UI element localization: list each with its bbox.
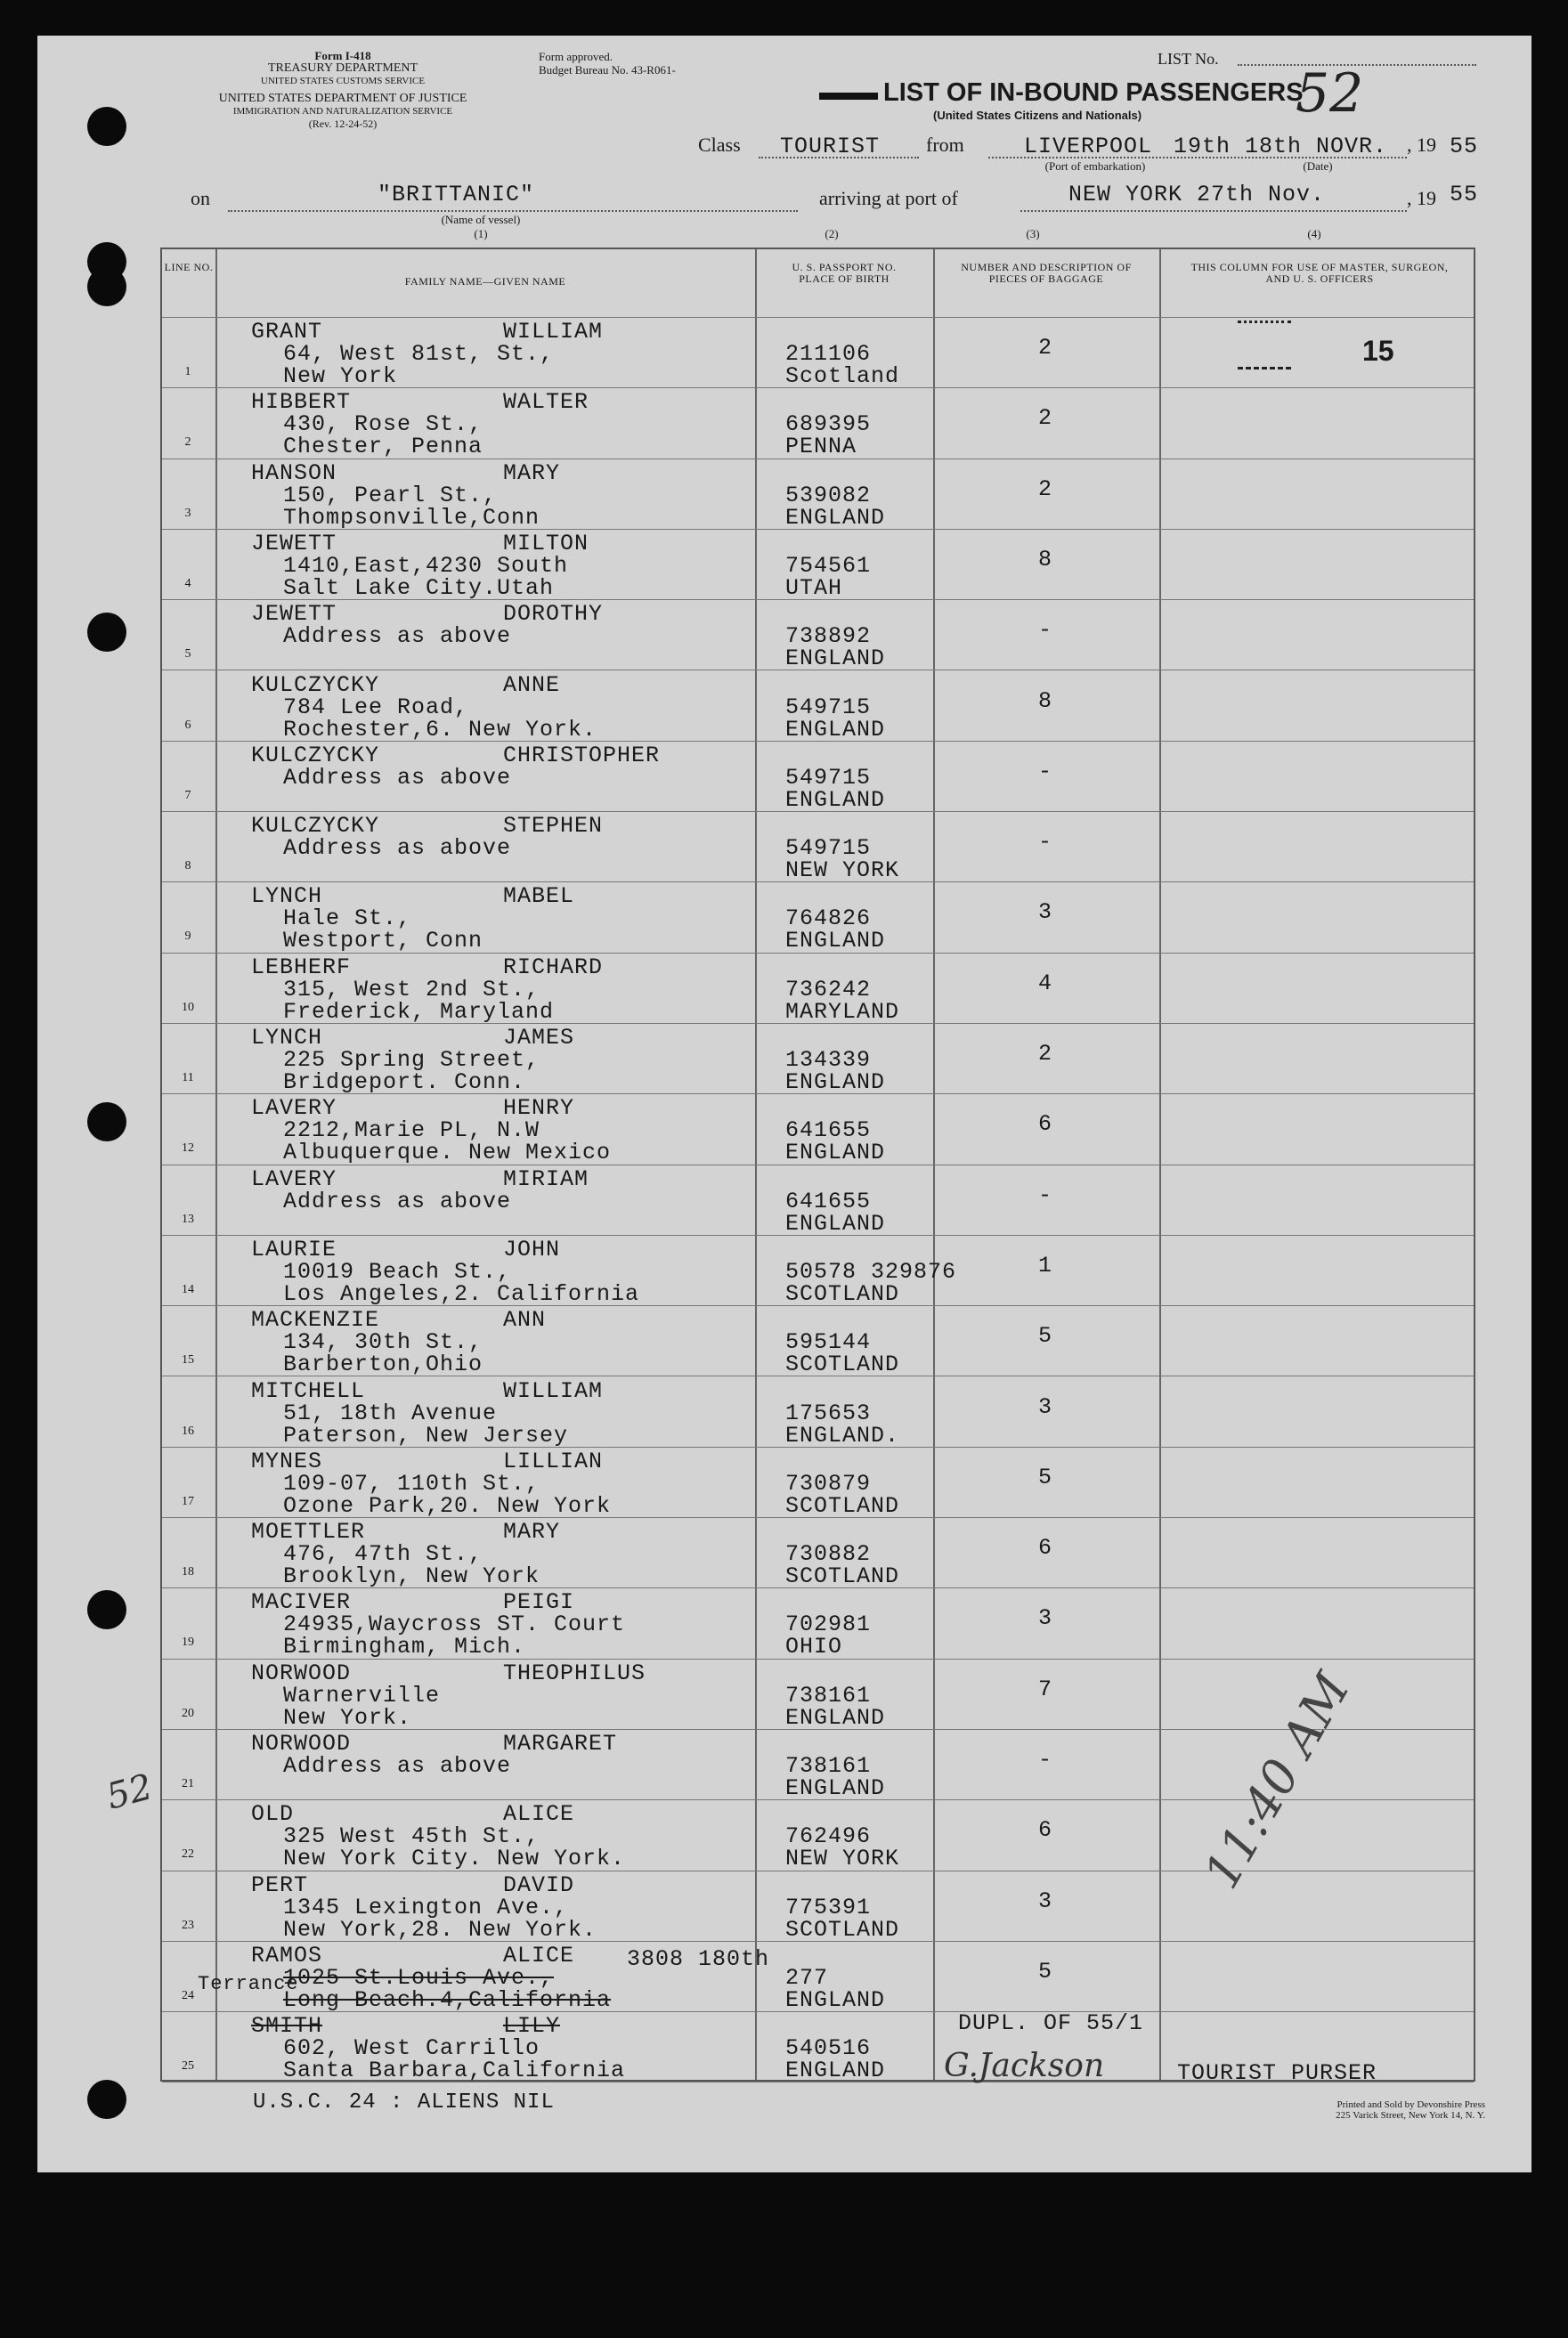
given-name: ALICE bbox=[503, 1801, 575, 1828]
budget-bureau: Budget Bureau No. 43-R061- bbox=[539, 63, 676, 77]
passport-number: 211106 bbox=[785, 341, 872, 367]
table-row bbox=[162, 670, 1474, 742]
arriving-label: arriving at port of bbox=[819, 187, 958, 209]
address-line-2: Westport, Conn bbox=[283, 928, 483, 954]
line-number: 5 bbox=[184, 647, 191, 662]
passport-number: 549715 bbox=[785, 764, 872, 791]
baggage-count: 2 bbox=[1037, 405, 1052, 432]
place-of-birth: ENGLAND bbox=[785, 928, 886, 954]
dept-customs: UNITED STATES CUSTOMS SERVICE bbox=[260, 76, 426, 86]
address-line-2: Frederick, Maryland bbox=[283, 998, 555, 1025]
line-number: 14 bbox=[182, 1282, 194, 1296]
table-row bbox=[162, 881, 1474, 953]
officer-count: 15 bbox=[1362, 335, 1394, 367]
address-line-2: Chester, Penna bbox=[283, 434, 483, 460]
family-name: KULCZYCKY bbox=[251, 671, 380, 698]
given-name: MABEL bbox=[503, 883, 575, 910]
place-of-birth: MARYLAND bbox=[785, 998, 900, 1025]
passport-number: 549715 bbox=[785, 694, 872, 720]
table-row bbox=[162, 1941, 1474, 2012]
dept-treasury: TREASURY DEPARTMENT bbox=[267, 61, 418, 75]
family-name: KULCZYCKY bbox=[251, 813, 380, 840]
header-name: FAMILY NAME—GIVEN NAME bbox=[404, 275, 566, 288]
punch-hole bbox=[87, 2080, 126, 2119]
family-name: NORWOOD bbox=[251, 1660, 352, 1686]
year-prefix-2: , 19 bbox=[1407, 187, 1436, 209]
baggage-count: 3 bbox=[1037, 1393, 1052, 1420]
given-name: WALTER bbox=[503, 389, 589, 416]
place-of-birth: ENGLAND bbox=[785, 504, 886, 531]
passport-number: 641655 bbox=[785, 1117, 872, 1144]
passport-number: 175653 bbox=[785, 1400, 872, 1426]
punch-hole bbox=[87, 267, 126, 306]
table-row bbox=[162, 1376, 1474, 1448]
passport-number: 738892 bbox=[785, 623, 872, 650]
place-of-birth: OHIO bbox=[785, 1634, 843, 1660]
line-number: 20 bbox=[182, 1706, 194, 1720]
given-name: MIRIAM bbox=[503, 1165, 589, 1192]
passport-number: 736242 bbox=[785, 976, 872, 1003]
given-name: ANN bbox=[503, 1307, 547, 1334]
place-of-birth: ENGLAND bbox=[785, 2058, 886, 2084]
arrival-value: NEW YORK 27th Nov. bbox=[1068, 182, 1326, 207]
given-name: LILLIAN bbox=[503, 1448, 604, 1474]
document-subtitle: (United States Citizens and Nationals) bbox=[933, 109, 1142, 122]
line-number: 11 bbox=[182, 1071, 194, 1084]
table-row bbox=[162, 599, 1474, 670]
passport-number: 738161 bbox=[785, 1753, 872, 1779]
line-number: 25 bbox=[182, 2059, 194, 2074]
family-name: JEWETT bbox=[251, 601, 337, 628]
baggage-count: 2 bbox=[1037, 335, 1052, 361]
address-line-1: Warnerville bbox=[283, 1682, 441, 1709]
list-number-label: LIST No. bbox=[1158, 50, 1219, 68]
passport-number: 754561 bbox=[785, 552, 872, 579]
table-row bbox=[162, 1871, 1474, 1942]
address-line-2: Rochester,6. New York. bbox=[283, 716, 597, 743]
family-name: KULCZYCKY bbox=[251, 742, 380, 768]
baggage-count: 8 bbox=[1037, 546, 1052, 572]
vessel-name: "BRITTANIC" bbox=[378, 182, 535, 207]
family-name: LYNCH bbox=[251, 883, 323, 910]
column-number-2: (2) bbox=[825, 227, 839, 240]
passport-number: 539082 bbox=[785, 482, 872, 508]
baggage-count: 5 bbox=[1037, 1323, 1052, 1350]
family-name: MACKENZIE bbox=[251, 1307, 380, 1334]
place-of-birth: ENGLAND bbox=[785, 645, 886, 672]
address-line-1: 10019 Beach St., bbox=[283, 1258, 512, 1285]
place-of-birth: ENGLAND bbox=[785, 1069, 886, 1095]
baggage-count: - bbox=[1037, 617, 1052, 644]
line-number: 3 bbox=[184, 506, 191, 520]
baggage-count: 2 bbox=[1037, 475, 1052, 502]
line-number: 9 bbox=[184, 930, 191, 944]
header-officers: THIS COLUMN FOR USE OF MASTER, SURGEON, AND U. S. OFFICERS bbox=[1190, 261, 1449, 285]
given-name: ANNE bbox=[503, 671, 561, 698]
punch-hole bbox=[87, 1590, 126, 1629]
baggage-count: 2 bbox=[1037, 1041, 1052, 1067]
baggage-count: 8 bbox=[1037, 687, 1052, 714]
baggage-count: 3 bbox=[1037, 899, 1052, 926]
baggage-count: 4 bbox=[1037, 970, 1052, 996]
place-of-birth: NEW YORK bbox=[785, 1846, 900, 1872]
given-name: WILLIAM bbox=[503, 1377, 604, 1404]
passport-number: 762496 bbox=[785, 1823, 872, 1850]
place-of-birth: SCOTLAND bbox=[785, 1563, 900, 1590]
table-row bbox=[162, 1447, 1474, 1518]
family-name: LAVERY bbox=[251, 1165, 337, 1192]
year-value-2: 55 bbox=[1450, 182, 1479, 207]
printer-line-2: 225 Varick Street, New York 14, N. Y. bbox=[1336, 2110, 1485, 2121]
line-number: 2 bbox=[184, 435, 191, 450]
address-line-2: Los Angeles,2. California bbox=[283, 1280, 640, 1307]
baggage-count: 6 bbox=[1037, 1535, 1052, 1562]
table-row bbox=[162, 1517, 1474, 1588]
line-number: 1 bbox=[184, 365, 191, 378]
address-line-2: New York bbox=[283, 363, 398, 389]
place-of-birth: ENGLAND bbox=[785, 1210, 886, 1237]
address-line-1: 430, Rose St., bbox=[283, 411, 483, 438]
place-of-birth: Scotland bbox=[785, 363, 900, 389]
handwritten-side-note: 11:40 AM bbox=[1193, 1663, 1361, 1898]
passport-number: 277 bbox=[785, 1964, 829, 1991]
column-number-4: (4) bbox=[1307, 227, 1321, 240]
passport-number: 549715 bbox=[785, 835, 872, 862]
address-line-2: Paterson, New Jersey bbox=[283, 1422, 569, 1449]
form-revision: (Rev. 12-24-52) bbox=[308, 118, 378, 130]
approval-info bbox=[539, 50, 676, 77]
address-line-2: Bridgeport. Conn. bbox=[283, 1069, 526, 1095]
line-number: 23 bbox=[182, 1918, 194, 1932]
table-row bbox=[162, 741, 1474, 812]
line-number: 8 bbox=[184, 859, 191, 873]
given-name: STEPHEN bbox=[503, 813, 604, 840]
printer-line-1: Printed and Sold by Devonshire Press bbox=[1336, 2099, 1485, 2110]
baggage-count: 3 bbox=[1037, 1605, 1052, 1632]
punch-hole bbox=[87, 613, 126, 652]
address-line-2: Birmingham, Mich. bbox=[283, 1634, 526, 1660]
given-name: DAVID bbox=[503, 1871, 575, 1898]
address-line-1: Address as above bbox=[283, 623, 512, 650]
family-name: PERT bbox=[251, 1871, 309, 1898]
place-of-birth: PENNA bbox=[785, 434, 857, 460]
address-line-1: 150, Pearl St., bbox=[283, 482, 498, 508]
family-name: HIBBERT bbox=[251, 389, 352, 416]
address-line-2: New York,28. New York. bbox=[283, 1916, 597, 1943]
line-number: 19 bbox=[182, 1636, 194, 1650]
family-name: LEBHERF bbox=[251, 954, 352, 980]
address-line-1: Hale St., bbox=[283, 905, 412, 932]
family-name: MOETTLER bbox=[251, 1519, 366, 1546]
table-row bbox=[162, 811, 1474, 882]
address-line-2: Thompsonville,Conn bbox=[283, 504, 540, 531]
line-number: 16 bbox=[182, 1424, 194, 1438]
passport-number: 595144 bbox=[785, 1329, 872, 1356]
punch-hole bbox=[87, 107, 126, 146]
family-name: LAVERY bbox=[251, 1095, 337, 1122]
given-name: JAMES bbox=[503, 1025, 575, 1051]
form-approved: Form approved. bbox=[539, 50, 613, 63]
place-of-birth: ENGLAND bbox=[785, 786, 886, 813]
line-number: 12 bbox=[182, 1141, 194, 1156]
passport-number: 702981 bbox=[785, 1611, 872, 1638]
vessel-line bbox=[228, 210, 798, 212]
passport-number: 730882 bbox=[785, 1541, 872, 1568]
new-address-note: 3808 180th bbox=[627, 1946, 770, 1972]
given-name: ALICE bbox=[503, 1942, 575, 1969]
table-row bbox=[162, 529, 1474, 600]
address-line-1: Address as above bbox=[283, 764, 512, 791]
printer-credit bbox=[1191, 2099, 1485, 2121]
passport-number: 50578 329876 bbox=[785, 1258, 957, 1285]
passport-number: 775391 bbox=[785, 1894, 872, 1920]
baggage-count: - bbox=[1037, 829, 1052, 856]
address-line-1: Address as above bbox=[283, 1188, 512, 1214]
address-line-1: 51, 18th Avenue bbox=[283, 1400, 498, 1426]
purser-signature: G.Jackson bbox=[944, 2048, 1105, 2084]
vessel-caption: (Name of vessel) bbox=[441, 213, 521, 226]
line-number: 22 bbox=[182, 1847, 194, 1862]
form-info bbox=[178, 50, 508, 130]
place-of-birth: ENGLAND bbox=[785, 1775, 886, 1801]
table-row bbox=[162, 459, 1474, 530]
terrance-note: Terrance bbox=[198, 1973, 299, 1995]
baggage-count: 1 bbox=[1037, 1252, 1052, 1279]
address-line-1: 24935,Waycross ST. Court bbox=[283, 1611, 626, 1638]
table-row bbox=[162, 1305, 1474, 1376]
place-of-birth: UTAH bbox=[785, 574, 843, 601]
address-line-1: 476, 47th St., bbox=[283, 1541, 483, 1568]
address-line-2: Brooklyn, New York bbox=[283, 1563, 540, 1590]
date-value: 19th 18th NOVR. bbox=[1174, 134, 1388, 159]
port-caption: (Port of embarkation) bbox=[1044, 159, 1146, 173]
family-name: MACIVER bbox=[251, 1589, 352, 1616]
given-name: MARY bbox=[503, 459, 561, 486]
form-number: Form I-418 bbox=[314, 49, 371, 62]
from-value: LIVERPOOL bbox=[1024, 134, 1153, 159]
line-number: 7 bbox=[184, 788, 191, 802]
place-of-birth: ENGLAND bbox=[785, 1140, 886, 1166]
table-row bbox=[162, 1165, 1474, 1236]
line-number: 21 bbox=[182, 1777, 194, 1790]
address-line-1: 784 Lee Road, bbox=[283, 694, 469, 720]
family-name: LAURIE bbox=[251, 1236, 337, 1262]
address-line-1: 1410,East,4230 South bbox=[283, 552, 569, 579]
family-name: SMITH bbox=[251, 2013, 323, 2040]
given-name: RICHARD bbox=[503, 954, 604, 980]
header-line-no: LINE NO. bbox=[164, 261, 214, 273]
passport-number: 738161 bbox=[785, 1682, 872, 1709]
address-line-2: New York. bbox=[283, 1704, 412, 1731]
address-line-1: 2212,Marie PL, N.W bbox=[283, 1117, 540, 1144]
family-name: MYNES bbox=[251, 1448, 323, 1474]
baggage-count: 5 bbox=[1037, 1958, 1052, 1985]
address-line-1: 64, West 81st, St., bbox=[283, 341, 555, 367]
place-of-birth: SCOTLAND bbox=[785, 1352, 900, 1378]
baggage-count: 6 bbox=[1037, 1817, 1052, 1844]
address-line-2: Santa Barbara,California bbox=[283, 2058, 626, 2084]
document-title: LIST OF IN-BOUND PASSENGERS bbox=[883, 78, 1304, 107]
given-name: HENRY bbox=[503, 1095, 575, 1122]
officer-mark bbox=[1238, 321, 1291, 323]
punch-hole bbox=[87, 1102, 126, 1141]
address-line-1: 225 Spring Street, bbox=[283, 1047, 540, 1073]
title-bar bbox=[819, 93, 878, 100]
address-line-2: Salt Lake City.Utah bbox=[283, 574, 555, 601]
address-line-1: 325 West 45th St., bbox=[283, 1823, 540, 1850]
class-label: Class bbox=[698, 134, 741, 156]
baggage-count: - bbox=[1037, 758, 1052, 784]
table-row bbox=[162, 1587, 1474, 1659]
on-label: on bbox=[191, 187, 210, 209]
table-row bbox=[162, 387, 1474, 459]
family-name: NORWOOD bbox=[251, 1731, 352, 1757]
year-prefix-1: , 19 bbox=[1407, 134, 1436, 156]
line-number: 6 bbox=[184, 718, 191, 732]
place-of-birth: ENGLAND bbox=[785, 716, 886, 743]
given-name: MARGARET bbox=[503, 1731, 618, 1757]
table-row bbox=[162, 317, 1474, 388]
header-baggage: NUMBER AND DESCRIPTION OF PIECES OF BAGGAGE bbox=[961, 261, 1132, 285]
family-name: OLD bbox=[251, 1801, 295, 1828]
passport-number: 689395 bbox=[785, 411, 872, 438]
table-row bbox=[162, 1093, 1474, 1165]
address-line-1: 602, West Carrillo bbox=[283, 2035, 540, 2062]
arrival-line bbox=[1020, 210, 1407, 212]
purser-title: TOURIST PURSER bbox=[1177, 2060, 1377, 2086]
address-line-1: Address as above bbox=[283, 835, 512, 862]
line-number: 17 bbox=[182, 1494, 194, 1508]
given-name: JOHN bbox=[503, 1236, 561, 1262]
baggage-count: 6 bbox=[1037, 1111, 1052, 1138]
passport-number: 641655 bbox=[785, 1188, 872, 1214]
baggage-count: 7 bbox=[1037, 1676, 1052, 1702]
list-number-value: 52 bbox=[1296, 62, 1364, 125]
table-row bbox=[162, 1659, 1474, 1730]
place-of-birth: SCOTLAND bbox=[785, 1280, 900, 1307]
given-name: WILLIAM bbox=[503, 319, 604, 345]
line-number: 15 bbox=[182, 1353, 194, 1368]
given-name: MILTON bbox=[503, 530, 589, 556]
family-name: GRANT bbox=[251, 319, 323, 345]
place-of-birth: ENGLAND bbox=[785, 1986, 886, 2013]
given-name: MARY bbox=[503, 1519, 561, 1546]
baggage-count: - bbox=[1037, 1747, 1052, 1773]
header-passport: U. S. PASSPORT NO. PLACE OF BIRTH bbox=[792, 261, 897, 285]
address-line-2: Ozone Park,20. New York bbox=[283, 1492, 612, 1519]
passport-number: 764826 bbox=[785, 905, 872, 932]
baggage-count: - bbox=[1037, 1181, 1052, 1208]
table-row bbox=[162, 1023, 1474, 1094]
line-number: 24 bbox=[182, 1988, 194, 2002]
passport-number: 540516 bbox=[785, 2035, 872, 2062]
baggage-count: 5 bbox=[1037, 1464, 1052, 1490]
place-of-birth: SCOTLAND bbox=[785, 1492, 900, 1519]
address-line-1: Address as above bbox=[283, 1753, 512, 1779]
address-line-2: Long Beach.4,California bbox=[283, 1986, 612, 2013]
dept-ins: IMMIGRATION AND NATURALIZATION SERVICE bbox=[232, 106, 453, 117]
given-name: PEIGI bbox=[503, 1589, 575, 1616]
place-of-birth: ENGLAND bbox=[785, 1704, 886, 1731]
family-name: LYNCH bbox=[251, 1025, 323, 1051]
column-number-3: (3) bbox=[1026, 227, 1040, 240]
address-line-1: 1025 St.Louis Ave., bbox=[283, 1964, 555, 1991]
table-row bbox=[162, 953, 1474, 1024]
place-of-birth: ENGLAND. bbox=[785, 1422, 900, 1449]
officer-mark bbox=[1238, 367, 1291, 369]
address-line-1: 1345 Lexington Ave., bbox=[283, 1894, 569, 1920]
address-line-2: Barberton,Ohio bbox=[283, 1352, 483, 1378]
table-row bbox=[162, 1235, 1474, 1306]
family-name: MITCHELL bbox=[251, 1377, 366, 1404]
year-value-1: 55 bbox=[1450, 134, 1479, 159]
given-name: THEOPHILUS bbox=[503, 1660, 646, 1686]
duplicate-note: DUPL. OF 55/1 bbox=[958, 2010, 1144, 2036]
column-number-1: (1) bbox=[474, 227, 488, 240]
place-of-birth: SCOTLAND bbox=[785, 1916, 900, 1943]
footer-aliens-note: U.S.C. 24 : ALIENS NIL bbox=[253, 2090, 555, 2115]
address-line-1: 109-07, 110th St., bbox=[283, 1470, 540, 1497]
address-line-1: 315, West 2nd St., bbox=[283, 976, 540, 1003]
given-name: LILY bbox=[503, 2013, 561, 2040]
place-of-birth: NEW YORK bbox=[785, 857, 900, 884]
line-number: 18 bbox=[182, 1565, 194, 1579]
from-label: from bbox=[926, 134, 964, 156]
baggage-count: 3 bbox=[1037, 1887, 1052, 1914]
family-name: JEWETT bbox=[251, 530, 337, 556]
family-name: HANSON bbox=[251, 459, 337, 486]
passport-number: 134339 bbox=[785, 1047, 872, 1073]
family-name: RAMOS bbox=[251, 1942, 323, 1969]
margin-note: 52 bbox=[102, 1766, 157, 1818]
address-line-2: New York City. New York. bbox=[283, 1846, 626, 1872]
line-number: 4 bbox=[184, 576, 191, 590]
line-number: 10 bbox=[182, 1000, 194, 1014]
address-line-1: 134, 30th St., bbox=[283, 1329, 483, 1356]
class-value: TOURIST bbox=[780, 134, 881, 159]
passport-number: 730879 bbox=[785, 1470, 872, 1497]
given-name: CHRISTOPHER bbox=[503, 742, 661, 768]
date-caption: (Date) bbox=[1303, 159, 1333, 173]
given-name: DOROTHY bbox=[503, 601, 604, 628]
address-line-2: Albuquerque. New Mexico bbox=[283, 1140, 612, 1166]
line-number: 13 bbox=[182, 1212, 194, 1226]
dept-justice: UNITED STATES DEPARTMENT OF JUSTICE bbox=[218, 92, 467, 105]
